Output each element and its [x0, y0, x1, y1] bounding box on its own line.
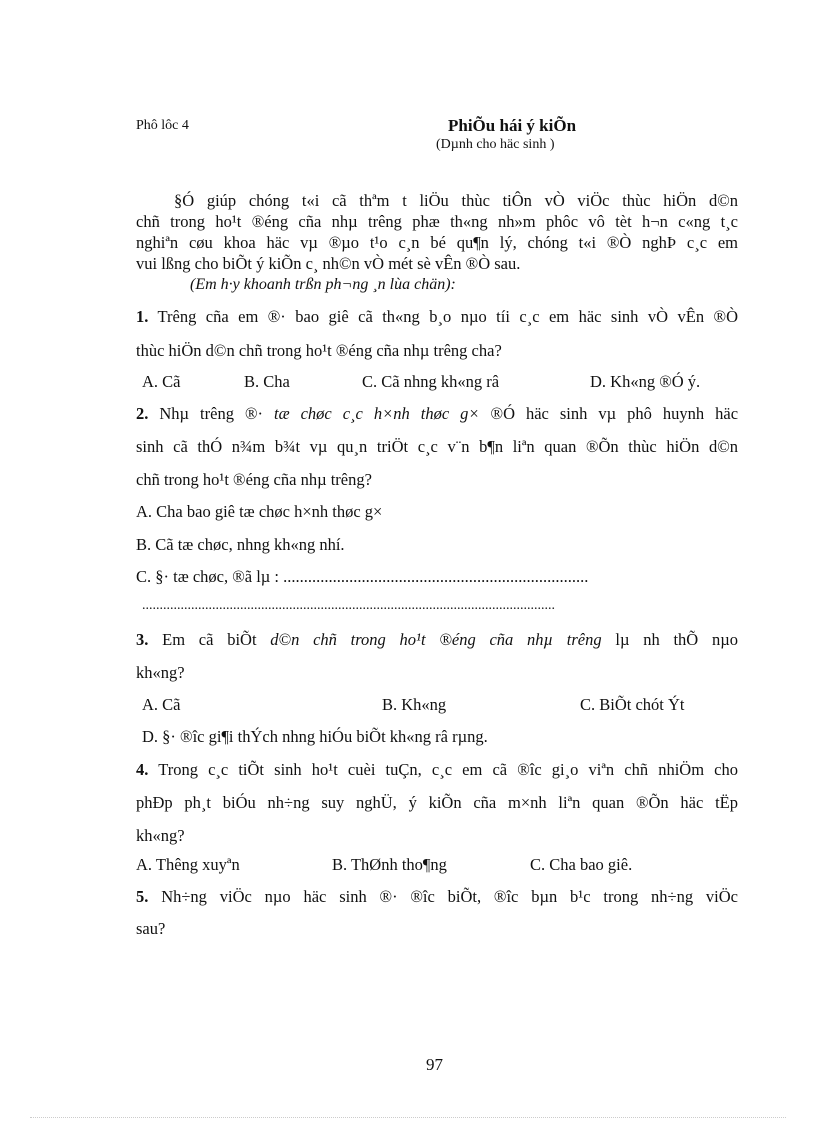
question-4-option-a[interactable]: A. Thêng xuyªn — [136, 855, 240, 874]
intro-line: vui lßng cho biÕt ý kiÕn c¸ nh©n vÒ mét sè vÊn ®Ò sau. — [136, 254, 521, 273]
question-2-line3: chñ trong ho¹t ®éng cña nhµ trêng? — [136, 470, 372, 489]
question-4-option-b[interactable]: B. ThØnh tho¶ng — [332, 855, 447, 874]
question-5-text: Nh÷ng viÖc nµo häc sinh ®· ®îc biÕt, ®îc bµn b¹c trong nh÷ng viÖc — [148, 887, 738, 906]
question-3-text: lµ nh thÕ nµo — [601, 630, 738, 649]
appendix-label: Phô lôc 4 — [136, 118, 189, 133]
page-number: 97 — [426, 1055, 443, 1074]
question-1-number: 1. — [136, 307, 149, 326]
question-4-option-c[interactable]: C. Cha bao giê. — [530, 855, 633, 874]
question-3-option-c[interactable]: C. BiÕt chót Ýt — [580, 695, 685, 714]
question-2-dotted-line: ...................................................................................................................... — [142, 598, 555, 613]
question-1-option-b[interactable]: B. Cha — [244, 372, 290, 391]
question-2-option-b[interactable]: B. Cã tæ chøc, nhng kh«ng nhí. — [136, 535, 345, 554]
page-bottom-divider — [30, 1117, 786, 1118]
question-5-number: 5. — [136, 887, 149, 906]
question-1-option-c[interactable]: C. Cã nhng kh«ng râ — [362, 372, 500, 391]
instruction-note: (Em h·y khoanh trßn ph¬ng ¸n lùa chän): — [190, 276, 456, 293]
question-4-line2: phÐp ph¸t biÓu nh÷ng suy nghÜ, ý kiÕn cña m×nh liªn quan ®Õn häc tËp — [136, 793, 738, 812]
question-3-option-a[interactable]: A. Cã — [142, 695, 181, 714]
question-4-line3: kh«ng? — [136, 826, 185, 845]
question-1-line1 — [136, 307, 738, 327]
question-2-text: Nhµ trêng ®· — [159, 404, 274, 423]
question-3-number: 3. — [136, 630, 149, 649]
intro-line: §Ó giúp chóng t«i cã thªm t liÖu thùc tiÔn vÒ viÖc thùc hiÖn d©n — [174, 191, 738, 210]
question-2-emphasis: tæ chøc c¸c h×nh thøc g× — [273, 404, 480, 423]
question-3-line2: kh«ng? — [136, 663, 185, 682]
question-1-option-d[interactable]: D. Kh«ng ®Ó ý. — [590, 372, 701, 391]
question-4-text: Trong c¸c tiÕt sinh ho¹t cuèi tuÇn, c¸c em cã ®îc gi¸o viªn chñ nhiÖm cho — [148, 760, 738, 779]
question-4-line1 — [136, 760, 738, 780]
intro-paragraph — [136, 190, 738, 274]
question-2-number: 2. — [136, 404, 149, 423]
question-1-text: Trêng cña em ®· bao giê cã th«ng b¸o nµo tíi c¸c em häc sinh vÒ vÊn ®Ò — [157, 307, 738, 326]
question-2-option-c[interactable]: C. §· tæ chøc, ®ã lµ : .......................................................................... — [136, 567, 589, 586]
page-title: PhiÕu hái ý kiÕn — [448, 116, 577, 135]
question-2-text: ®Ó häc sinh vµ phô huynh häc — [479, 404, 739, 423]
question-3-option-b[interactable]: B. Kh«ng — [382, 695, 447, 714]
question-3-option-d[interactable]: D. §· ®îc gi¶i thÝch nhng hiÓu biÕt kh«ng râ rµng. — [142, 727, 488, 746]
question-2-line1 — [136, 404, 738, 424]
question-2-line2: sinh cã thÓ n¾m b¾t vµ qu¸n triÖt c¸c v¨n b¶n liªn quan ®Õn thùc hiÖn d©n — [136, 437, 738, 456]
question-1-line2: thùc hiÖn d©n chñ trong ho¹t ®éng cña nhµ trêng cha? — [136, 341, 502, 360]
question-3-line1 — [136, 630, 738, 650]
question-3-emphasis: d©n chñ trong ho¹t ®éng cña nhµ trêng — [270, 630, 602, 649]
page-subtitle: (Dµnh cho häc sinh ) — [436, 137, 555, 152]
question-4-number: 4. — [136, 760, 149, 779]
question-3-text: Em cã biÕt — [148, 630, 271, 649]
question-5-line1 — [136, 887, 738, 907]
intro-line: nghiªn cøu khoa häc vµ ®µo t¹o c¸n bé qu¶n lý, chóng t«i ®Ò nghÞ c¸c em — [136, 233, 738, 252]
question-2-option-a[interactable]: A. Cha bao giê tæ chøc h×nh thøc g× — [136, 502, 383, 521]
intro-line: chñ trong ho¹t ®éng cña nhµ trêng phæ th«ng nh»m phôc vô tèt h¬n c«ng t¸c — [136, 212, 738, 231]
question-5-line2: sau? — [136, 919, 166, 938]
question-1-option-a[interactable]: A. Cã — [142, 372, 181, 391]
